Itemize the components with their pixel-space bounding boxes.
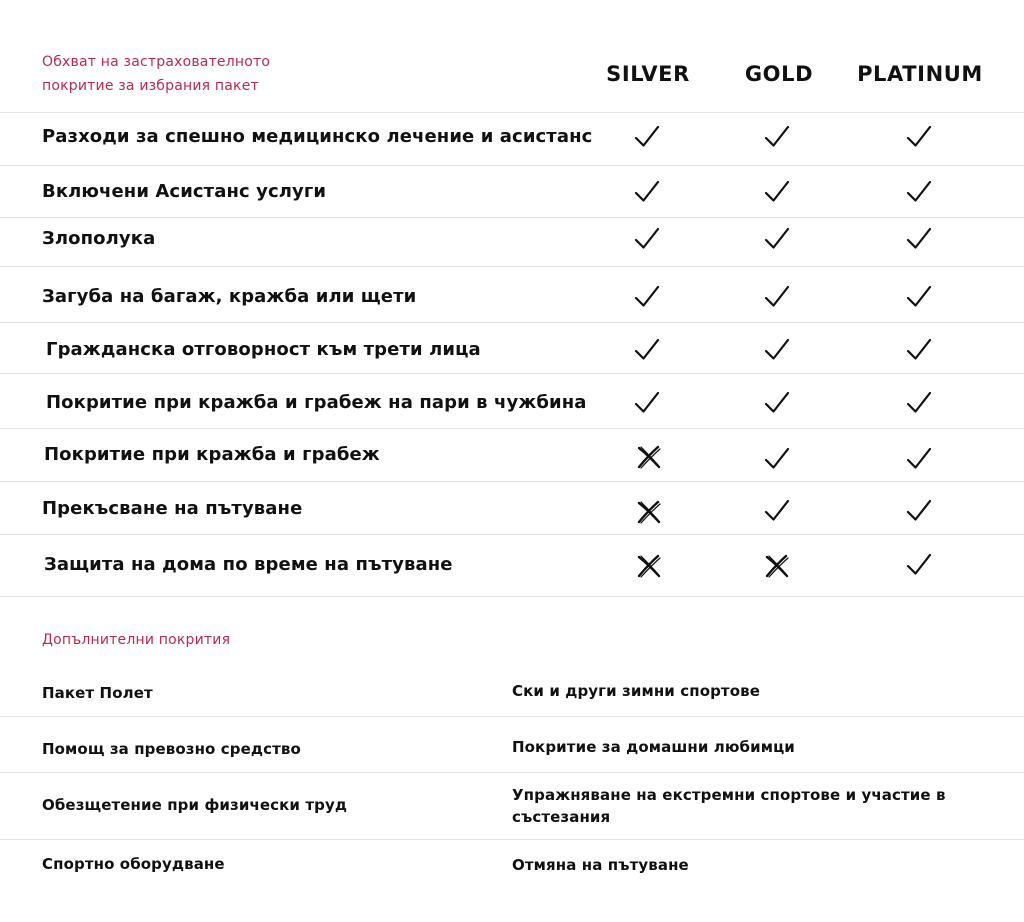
cross-icon	[762, 551, 792, 581]
divider	[0, 112, 1024, 113]
check-icon	[904, 122, 934, 152]
extra-item: Отмяна на пътуване	[512, 856, 689, 874]
coverage-row-label: Злополука	[42, 228, 156, 249]
check-icon	[762, 388, 792, 418]
check-icon	[762, 282, 792, 312]
divider	[0, 839, 1024, 840]
check-icon	[904, 224, 934, 254]
check-icon	[762, 224, 792, 254]
check-icon	[632, 282, 662, 312]
check-icon	[762, 335, 792, 365]
divider	[0, 428, 1024, 429]
intro-line-2: покритие за избрания пакет	[42, 78, 259, 94]
divider	[0, 596, 1024, 597]
extra-item: Покритие за домашни любимци	[512, 738, 795, 756]
check-icon	[632, 388, 662, 418]
check-icon	[762, 177, 792, 207]
check-icon	[904, 550, 934, 580]
check-icon	[904, 335, 934, 365]
divider	[0, 165, 1024, 166]
check-icon	[904, 496, 934, 526]
divider	[0, 534, 1024, 535]
check-icon	[632, 122, 662, 152]
divider	[0, 481, 1024, 482]
divider	[0, 716, 1024, 717]
check-icon	[904, 177, 934, 207]
cross-icon	[634, 497, 664, 527]
coverage-row-label: Разходи за спешно медицинско лечение и асистанс	[42, 126, 593, 147]
check-icon	[904, 282, 934, 312]
check-icon	[632, 177, 662, 207]
intro-line-1: Обхват на застрахователното	[42, 54, 271, 70]
plan-header-gold: GOLD	[744, 62, 814, 86]
check-icon	[904, 444, 934, 474]
extra-item: Обезщетение при физически труд	[42, 796, 348, 814]
extra-item: Пакет Полет	[42, 684, 153, 702]
divider	[0, 373, 1024, 374]
check-icon	[762, 444, 792, 474]
extra-item: Спортно оборудване	[42, 855, 225, 873]
extra-item: Ски и други зимни спортове	[512, 682, 760, 700]
coverage-row-label: Прекъсване на пътуване	[42, 498, 303, 519]
coverage-row-label: Гражданска отговорност към трети лица	[46, 339, 481, 360]
extra-item: Помощ за превозно средство	[42, 740, 301, 758]
divider	[0, 322, 1024, 323]
check-icon	[632, 224, 662, 254]
plan-header-silver: SILVER	[606, 62, 690, 86]
divider	[0, 266, 1024, 267]
coverage-row-label: Покритие при кражба и грабеж	[44, 444, 380, 465]
plan-header-platinum: PLATINUM	[857, 62, 983, 86]
coverage-row-label: Включени Асистанс услуги	[42, 181, 327, 202]
cross-icon	[634, 551, 664, 581]
coverage-row-label: Загуба на багаж, кражба или щети	[42, 286, 417, 307]
cross-icon	[634, 442, 664, 472]
coverage-row-label: Защита на дома по време на пътуване	[44, 554, 453, 575]
extra-item: Упражняване на екстремни спортове и участие в състезания	[512, 786, 946, 826]
divider	[0, 772, 1024, 773]
coverage-row-label: Покритие при кражба и грабеж на пари в чужбина	[46, 392, 587, 413]
check-icon	[632, 335, 662, 365]
check-icon	[762, 496, 792, 526]
extras-title: Допълнителни покрития	[42, 632, 231, 648]
check-icon	[904, 388, 934, 418]
check-icon	[762, 122, 792, 152]
coverage-intro	[42, 50, 342, 98]
divider	[0, 217, 1024, 218]
